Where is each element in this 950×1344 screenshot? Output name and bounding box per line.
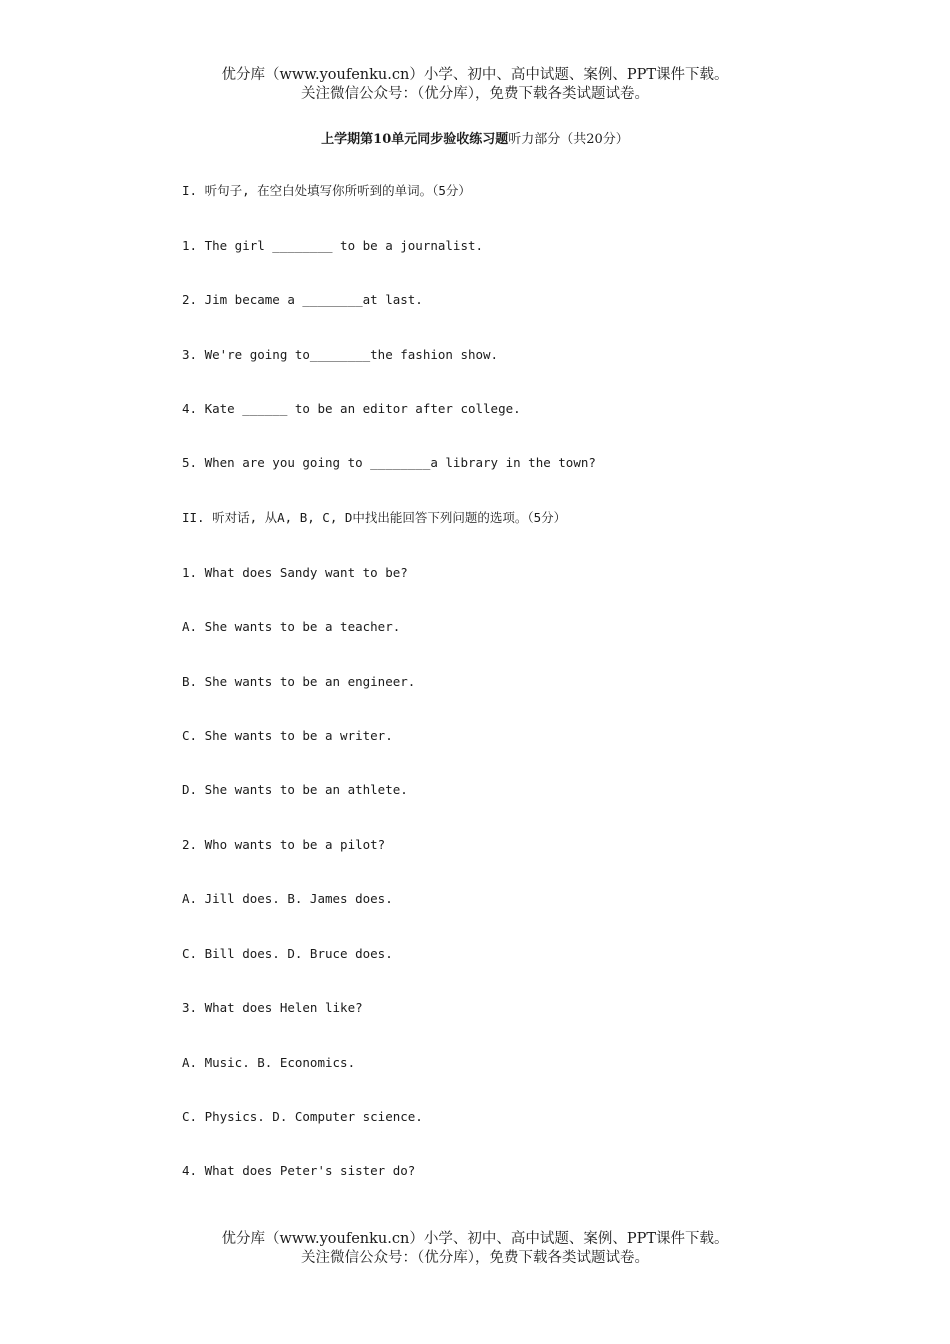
fill-blank-item: 1. The girl ________ to be a journalist. [182, 238, 484, 253]
question-line: 3. What does Helen like? [182, 1000, 363, 1015]
option-line: A. Music. B. Economics. [182, 1055, 356, 1070]
fill-blank-item: 3. We're going to________the fashion show. [182, 347, 499, 362]
option-line: C. She wants to be a writer. [182, 728, 393, 743]
option-line: A. She wants to be a teacher. [182, 619, 401, 634]
option-line: A. Jill does. B. James does. [182, 891, 393, 906]
option-line: C. Bill does. D. Bruce does. [182, 946, 393, 961]
title-bold: 上学期第10单元同步验收练习题 [321, 132, 509, 147]
fill-blank-item: 5. When are you going to ________a library in the town? [182, 455, 596, 470]
option-line: C. Physics. D. Computer science. [182, 1109, 423, 1124]
fill-blank-item: 2. Jim became a ________at last. [182, 292, 423, 307]
question-line: 1. What does Sandy want to be? [182, 565, 408, 580]
footer-banner [0, 1230, 950, 1268]
section-2-heading: II. 听对话, 从A, B, C, D中找出能回答下列问题的选项。（5分） [182, 510, 567, 525]
fill-blank-item: 4. Kate ______ to be an editor after college. [182, 401, 521, 416]
question-line: 4. What does Peter's sister do? [182, 1163, 416, 1178]
option-line: B. She wants to be an engineer. [182, 674, 416, 689]
question-line: 2. Who wants to be a pilot? [182, 837, 386, 852]
title-normal: 听力部分（共20分） [508, 132, 629, 147]
footer-line-1: 优分库（www.youfenku.cn）小学、初中、高中试题、案例、PPT课件下载。 [221, 1231, 729, 1247]
header-line-2: 关注微信公众号：（优分库），免费下载各类试题试卷。 [301, 86, 649, 102]
header-line-1: 优分库（www.youfenku.cn）小学、初中、高中试题、案例、PPT课件下载。 [221, 67, 729, 83]
section-1-heading: I. 听句子, 在空白处填写你所听到的单词。（5分） [182, 183, 471, 198]
footer-line-2: 关注微信公众号：（优分库），免费下载各类试题试卷。 [301, 1250, 649, 1266]
header-banner [0, 66, 950, 104]
option-line: D. She wants to be an athlete. [182, 782, 408, 797]
document-title [0, 128, 950, 147]
